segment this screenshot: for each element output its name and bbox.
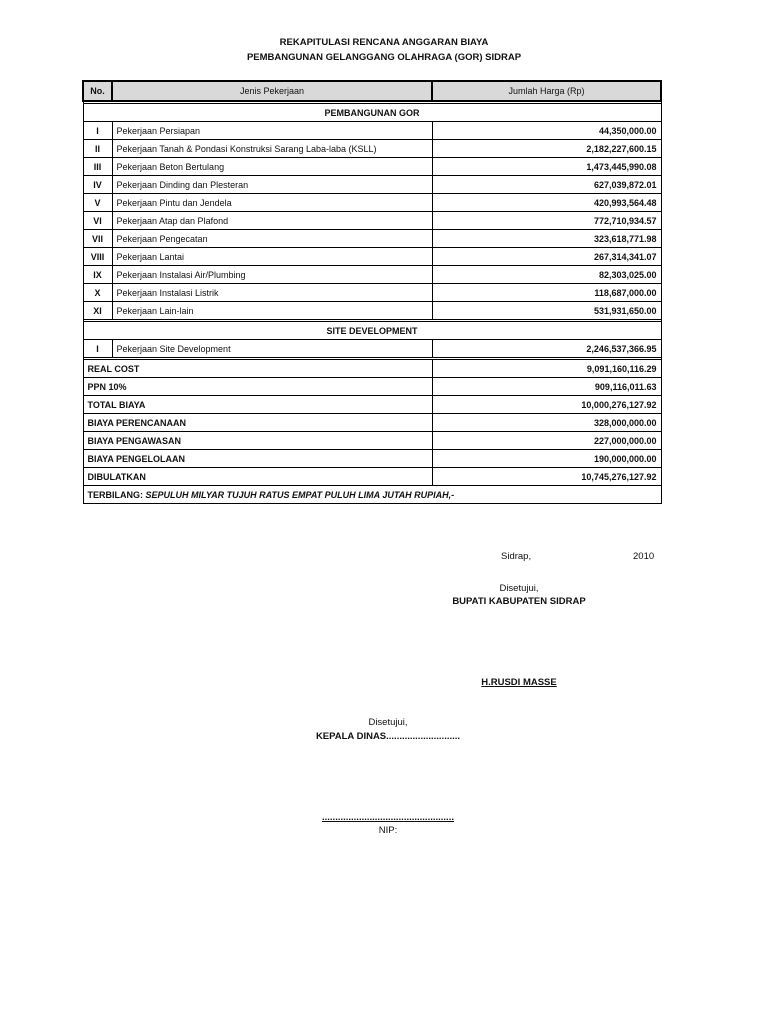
row-no: I bbox=[83, 340, 112, 358]
row-amount: 627,039,872.01 bbox=[432, 176, 661, 194]
header-jenis: Jenis Pekerjaan bbox=[112, 81, 432, 101]
budget-table bbox=[82, 80, 662, 504]
table-row bbox=[83, 158, 661, 176]
table-row bbox=[83, 194, 661, 212]
row-name: Pekerjaan Lantai bbox=[112, 248, 432, 266]
row-no: XI bbox=[83, 302, 112, 320]
section-row bbox=[83, 104, 661, 122]
row-no: VI bbox=[83, 212, 112, 230]
row-amount: 531,931,650.00 bbox=[432, 302, 661, 320]
summary-label: PPN 10% bbox=[83, 378, 432, 396]
signature-place: Sidrap, bbox=[501, 551, 532, 562]
summary-label: DIBULATKAN bbox=[83, 468, 432, 486]
terbilang-row bbox=[83, 486, 661, 504]
approver-name-line-2: .................................................. bbox=[322, 812, 454, 823]
row-no: IV bbox=[83, 176, 112, 194]
row-name: Pekerjaan Beton Bertulang bbox=[112, 158, 432, 176]
section-pembangunan-gor: PEMBANGUNAN GOR bbox=[83, 104, 661, 122]
document-subtitle: PEMBANGUNAN GELANGGANG OLAHRAGA (GOR) SIDRAP bbox=[246, 52, 522, 63]
row-amount: 267,314,341.07 bbox=[432, 248, 661, 266]
summary-amount: 190,000,000.00 bbox=[432, 450, 661, 468]
row-amount: 323,618,771.98 bbox=[432, 230, 661, 248]
terbilang-label: TERBILANG: bbox=[87, 489, 146, 500]
row-name: Pekerjaan Pengecatan bbox=[112, 230, 432, 248]
summary-row bbox=[83, 468, 661, 486]
row-no: I bbox=[83, 122, 112, 140]
row-name: Pekerjaan Tanah & Pondasi Konstruksi Sarang Laba-laba (KSLL) bbox=[112, 140, 432, 158]
row-no: III bbox=[83, 158, 112, 176]
row-no: II bbox=[83, 140, 112, 158]
row-amount: 1,473,445,990.08 bbox=[432, 158, 661, 176]
signature-year: 2010 bbox=[633, 551, 655, 562]
section-row bbox=[83, 322, 661, 340]
row-amount: 82,303,025.00 bbox=[432, 266, 661, 284]
terbilang-text: SEPULUH MILYAR TUJUH RATUS EMPAT PULUH LIMA JUTAH RUPIAH,- bbox=[145, 489, 455, 500]
row-amount: 772,710,934.57 bbox=[432, 212, 661, 230]
row-name: Pekerjaan Persiapan bbox=[112, 122, 432, 140]
approval-label-2: Disetujui, bbox=[368, 717, 408, 728]
approval-label-1: Disetujui, bbox=[499, 583, 539, 594]
row-no: VIII bbox=[83, 248, 112, 266]
table-row bbox=[83, 176, 661, 194]
row-name: Pekerjaan Atap dan Plafond bbox=[112, 212, 432, 230]
row-no: X bbox=[83, 284, 112, 302]
summary-amount: 9,091,160,116.29 bbox=[432, 360, 661, 378]
row-no: VII bbox=[83, 230, 112, 248]
table-row bbox=[83, 284, 661, 302]
row-amount: 420,993,564.48 bbox=[432, 194, 661, 212]
table-row bbox=[83, 266, 661, 284]
summary-label: BIAYA PERENCANAAN bbox=[83, 414, 432, 432]
approver-title-2: KEPALA DINAS............................ bbox=[315, 731, 461, 742]
table-row bbox=[83, 212, 661, 230]
row-name: Pekerjaan Instalasi Air/Plumbing bbox=[112, 266, 432, 284]
row-amount: 2,182,227,600.15 bbox=[432, 140, 661, 158]
table-row bbox=[83, 340, 661, 358]
nip-label: NIP: bbox=[378, 825, 398, 836]
row-no: V bbox=[83, 194, 112, 212]
row-no: IX bbox=[83, 266, 112, 284]
row-name: Pekerjaan Lain-lain bbox=[112, 302, 432, 320]
section-site-development: SITE DEVELOPMENT bbox=[83, 322, 661, 340]
summary-label: BIAYA PENGELOLAAN bbox=[83, 450, 432, 468]
table-row bbox=[83, 248, 661, 266]
row-name: Pekerjaan Site Development bbox=[112, 340, 432, 358]
row-amount: 2,246,537,366.95 bbox=[432, 340, 661, 358]
header-jumlah: Jumlah Harga (Rp) bbox=[432, 81, 661, 101]
summary-amount: 10,000,276,127.92 bbox=[432, 396, 661, 414]
table-row bbox=[83, 140, 661, 158]
summary-amount: 909,116,011.63 bbox=[432, 378, 661, 396]
summary-row bbox=[83, 378, 661, 396]
table-row bbox=[83, 122, 661, 140]
row-name: Pekerjaan Instalasi Listrik bbox=[112, 284, 432, 302]
document-title: REKAPITULASI RENCANA ANGGARAN BIAYA bbox=[279, 37, 489, 48]
summary-amount: 227,000,000.00 bbox=[432, 432, 661, 450]
row-name: Pekerjaan Pintu dan Jendela bbox=[112, 194, 432, 212]
summary-row bbox=[83, 414, 661, 432]
summary-row bbox=[83, 450, 661, 468]
table-header-row bbox=[83, 81, 661, 101]
row-amount: 118,687,000.00 bbox=[432, 284, 661, 302]
terbilang-cell bbox=[83, 486, 661, 504]
summary-amount: 10,745,276,127.92 bbox=[432, 468, 661, 486]
summary-label: REAL COST bbox=[83, 360, 432, 378]
row-name: Pekerjaan Dinding dan Plesteran bbox=[112, 176, 432, 194]
table-row bbox=[83, 230, 661, 248]
row-amount: 44,350,000.00 bbox=[432, 122, 661, 140]
summary-label: TOTAL BIAYA bbox=[83, 396, 432, 414]
header-no: No. bbox=[83, 81, 112, 101]
approver-title-1: BUPATI KABUPATEN SIDRAP bbox=[452, 596, 586, 607]
summary-label: BIAYA PENGAWASAN bbox=[83, 432, 432, 450]
summary-row bbox=[83, 360, 661, 378]
summary-row bbox=[83, 432, 661, 450]
approver-name-1: H.RUSDI MASSE bbox=[481, 677, 557, 688]
summary-row bbox=[83, 396, 661, 414]
table-row bbox=[83, 302, 661, 320]
summary-amount: 328,000,000.00 bbox=[432, 414, 661, 432]
